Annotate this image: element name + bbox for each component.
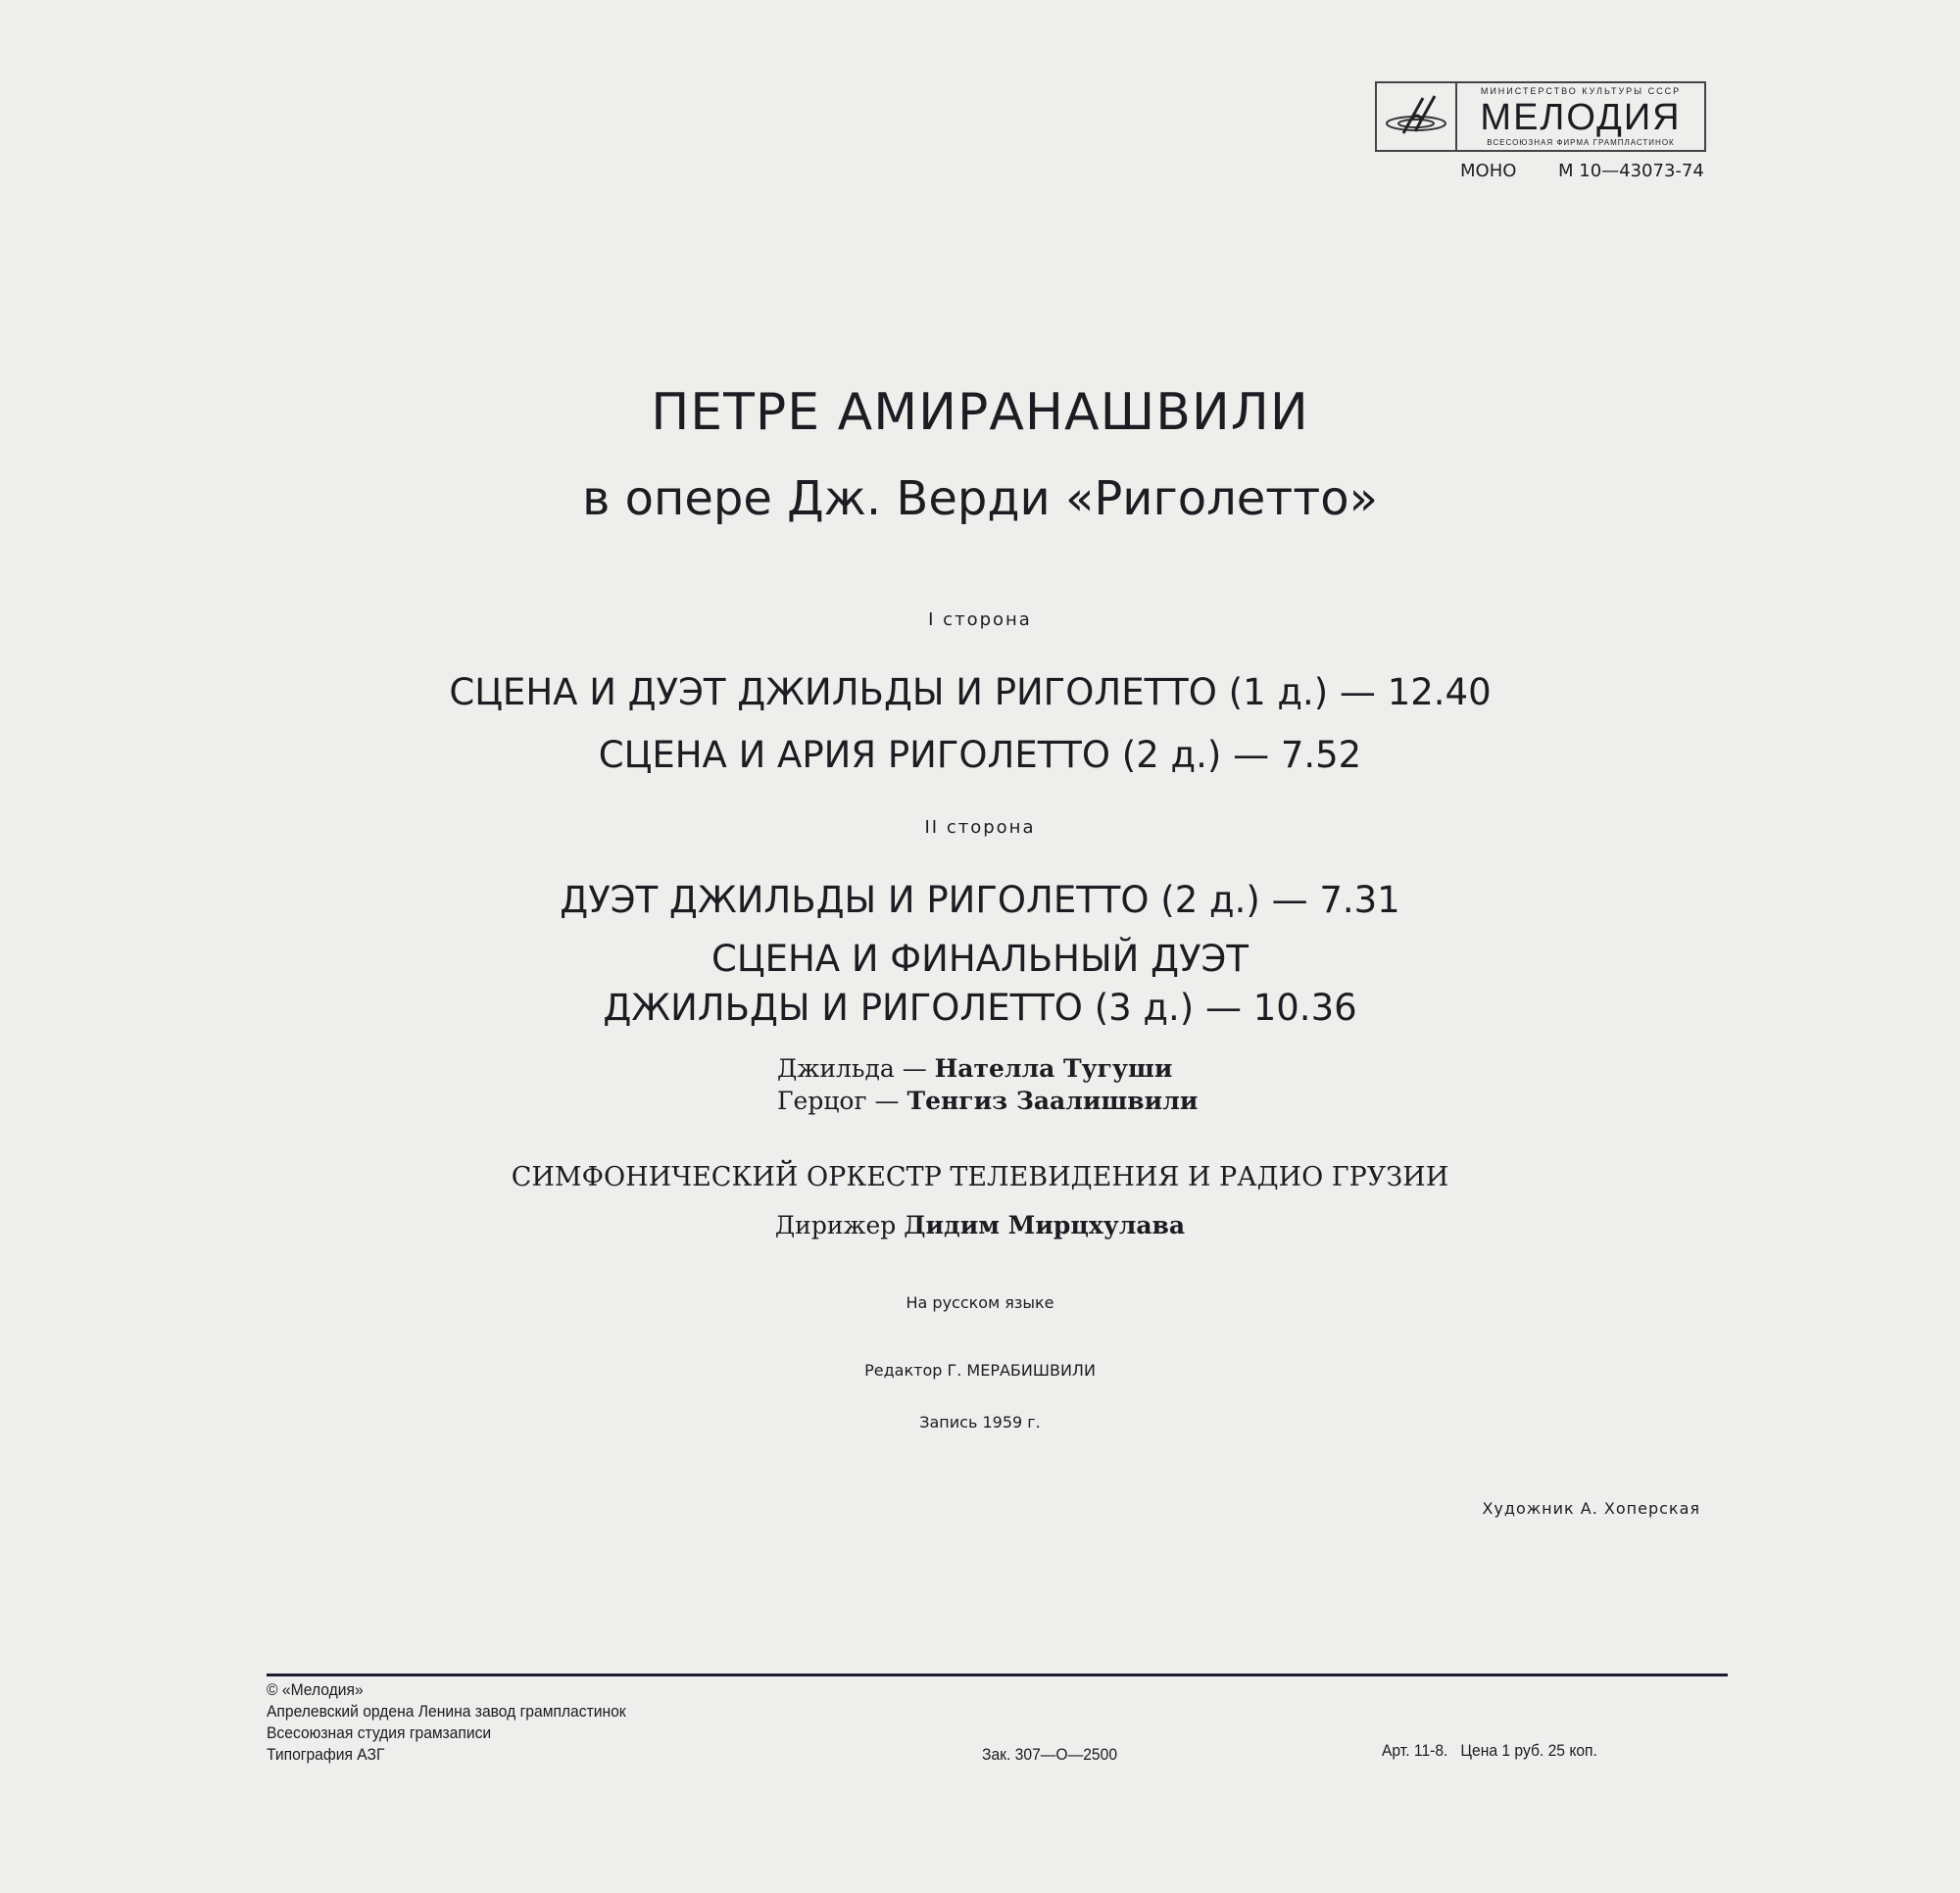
footer-line: Типография АЗГ	[267, 1745, 385, 1764]
track: ДУЭТ ДЖИЛЬДЫ И РИГОЛЕТТО (2 д.) — 7.31	[560, 879, 1400, 921]
melodiya-logo	[1375, 81, 1706, 152]
singer: Нателла Тугуши	[934, 1054, 1173, 1083]
footer-line: © «Мелодия»	[267, 1680, 364, 1699]
recorded: Запись 1959 г.	[919, 1413, 1041, 1432]
singer: Тенгиз Заалишвили	[906, 1087, 1199, 1115]
mono-label: МОНО	[1460, 161, 1517, 181]
order-number: Зак. 307—О—2500	[982, 1745, 1118, 1764]
brand-text: МЕЛОДИЯ	[1480, 96, 1682, 138]
footer-line: Всесоюзная студия грамзаписи	[267, 1723, 492, 1742]
catalog-number: М 10—43073-74	[1558, 161, 1704, 181]
side1-label: I сторона	[928, 609, 1032, 630]
ministry-text: МИНИСТЕРСТВО КУЛЬТУРЫ СССР	[1480, 85, 1682, 96]
conductor-line	[0, 1213, 1960, 1238]
role: Джильда —	[777, 1054, 935, 1083]
track: СЦЕНА И АРИЯ РИГОЛЕТТО (2 д.) — 7.52	[598, 734, 1362, 776]
divider	[267, 1674, 1728, 1676]
side2-label: II сторона	[924, 817, 1036, 838]
track: СЦЕНА И ДУЭТ ДЖИЛЬДЫ И РИГОЛЕТТО (1 д.) — 12.40	[449, 671, 1492, 713]
conductor: Дидим Мирцхулава	[904, 1211, 1186, 1239]
orchestra: СИМФОНИЧЕСКИЙ ОРКЕСТР ТЕЛЕВИДЕНИЯ И РАДИО ГРУЗИИ	[511, 1162, 1449, 1192]
footer-line: Апрелевский ордена Ленина завод грампластинок	[267, 1702, 626, 1721]
firm-text: ВСЕСОЮЗНАЯ ФИРМА ГРАМПЛАСТИНОК	[1487, 137, 1675, 147]
cast-line	[777, 1056, 1172, 1081]
price: Арт. 11-8. Цена 1 руб. 25 коп.	[1382, 1741, 1597, 1760]
artist-credit: Художник А. Хоперская	[1482, 1499, 1700, 1518]
cast-line	[777, 1089, 1198, 1113]
role: Герцог —	[777, 1087, 907, 1115]
role: Дирижер	[774, 1211, 905, 1239]
track: СЦЕНА И ФИНАЛЬНЫЙ ДУЭТ	[711, 938, 1249, 980]
editor: Редактор Г. МЕРАБИШВИЛИ	[864, 1361, 1096, 1380]
language: На русском языке	[906, 1293, 1054, 1312]
melodiya-emblem-icon	[1377, 83, 1457, 150]
track: ДЖИЛЬДЫ И РИГОЛЕТТО (3 д.) — 10.36	[603, 987, 1357, 1029]
artist-title: ПЕТРЕ АМИРАНАШВИЛИ	[651, 383, 1309, 442]
opera-subtitle: в опере Дж. Верди «Риголетто»	[582, 471, 1378, 526]
